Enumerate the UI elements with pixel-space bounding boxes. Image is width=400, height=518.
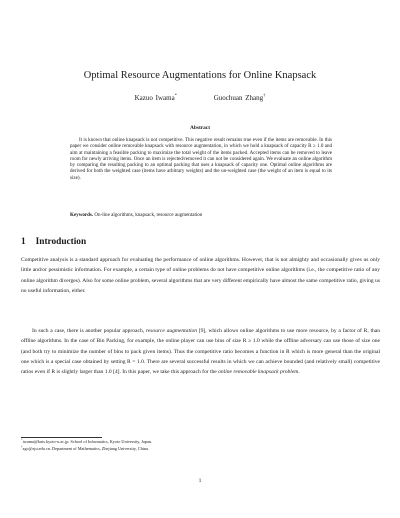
author-1-mark: *: [174, 92, 177, 98]
footnote-1-text: iwama@kuis.kyoto-u.ac.jp. School of Informatics, Kyoto University, Japan.: [22, 439, 152, 444]
section-heading: [21, 237, 86, 247]
paper-title: Optimal Resource Augmentations for Online Knapsack: [83, 70, 317, 81]
para2-emphasis-1: resource augmentation: [145, 328, 198, 334]
footnote-1: [21, 439, 152, 444]
footnote-2-mark: †: [21, 444, 23, 449]
body-paragraph-1: Competitive analysis is a standard approach for evaluating the performance of online algorithms. However, that is not almighty and occasionally gives us only little and/or pessimistic information. For example, a certain type of online problems do not have competitive online algorithms (i.e., the competitive ratio of any online algorithm diverges). Also for some online problem, several algorithms that are very different empirically have almost the same competitive ratio, giving us no useful information, either.: [21, 257, 380, 294]
footnote-2: [21, 446, 149, 451]
page-number: 1: [198, 478, 202, 484]
author-list: [0, 94, 400, 102]
para2-emphasis-2: online removable knapsack problem: [218, 369, 299, 375]
author-1: [135, 94, 177, 102]
footnote-rule: [21, 437, 102, 438]
keywords: [70, 212, 332, 218]
abstract-heading: Abstract: [189, 125, 211, 131]
section-title: Introduction: [35, 237, 87, 247]
footnote-1-mark: *: [21, 437, 23, 442]
para2-part-a: In such a case, there is another popular approach,: [32, 328, 146, 334]
para2-part-b: [9], which allows online algorithms to use more resource, by a factor of R, than offline algorithms. In the case of Bin Packing, for example, the online player can use bins of size R ≥ 1.0 while the offline adversary can use those of size one (and both try to minimize the number of bins to pack given items). Thus the competitive ratio becomes a function in R which is more general than the original one which is a special case obtained by setting R = 1.0. There are several successful results in which we can achieve bounded (and relatively small) competitive ratios even if R is slightly larger than 1.0 [4]. In this paper, we take this approach for the: [21, 328, 380, 375]
body-paragraph-2: [21, 326, 380, 377]
author-2-mark: †: [263, 92, 266, 98]
section-number: 1: [21, 237, 26, 247]
keywords-list: On-line algorithms, knapsack, resource augmentation: [94, 212, 203, 218]
para2-part-c: .: [298, 369, 300, 375]
author-2-name: Guochuan Zhang: [213, 94, 264, 102]
abstract-text: It is known that online knapsack is not competitive. This negative result remains true even if the items are removable. In this paper we consider online removable knapsack with resource augmentation, in which we hold a knapsack of capacity R ≥ 1.0 and aim at maintaining a feasible packing to maximize the total weight of the items packed. Accepted items can be removed to leave room for newly arriving items. Once an item is rejected/removed it can not be considered again. We evaluate an online algorithm by comparing the resulting packing to an optimal packing that uses a knapsack of capacity one. Optimal online algorithms are derived for both the weighted case (items have arbitrary weights) and the un-weighted case (the weight of an item is equal to its size).: [70, 137, 332, 181]
keywords-label: Keywords.: [70, 212, 94, 218]
author-2: [214, 94, 266, 102]
footnote-2-text: zgc@zju.edu.cn. Department of Mathematics, Zhejiang University, China.: [22, 446, 149, 451]
author-1-name: Kazuo Iwama: [134, 94, 175, 102]
